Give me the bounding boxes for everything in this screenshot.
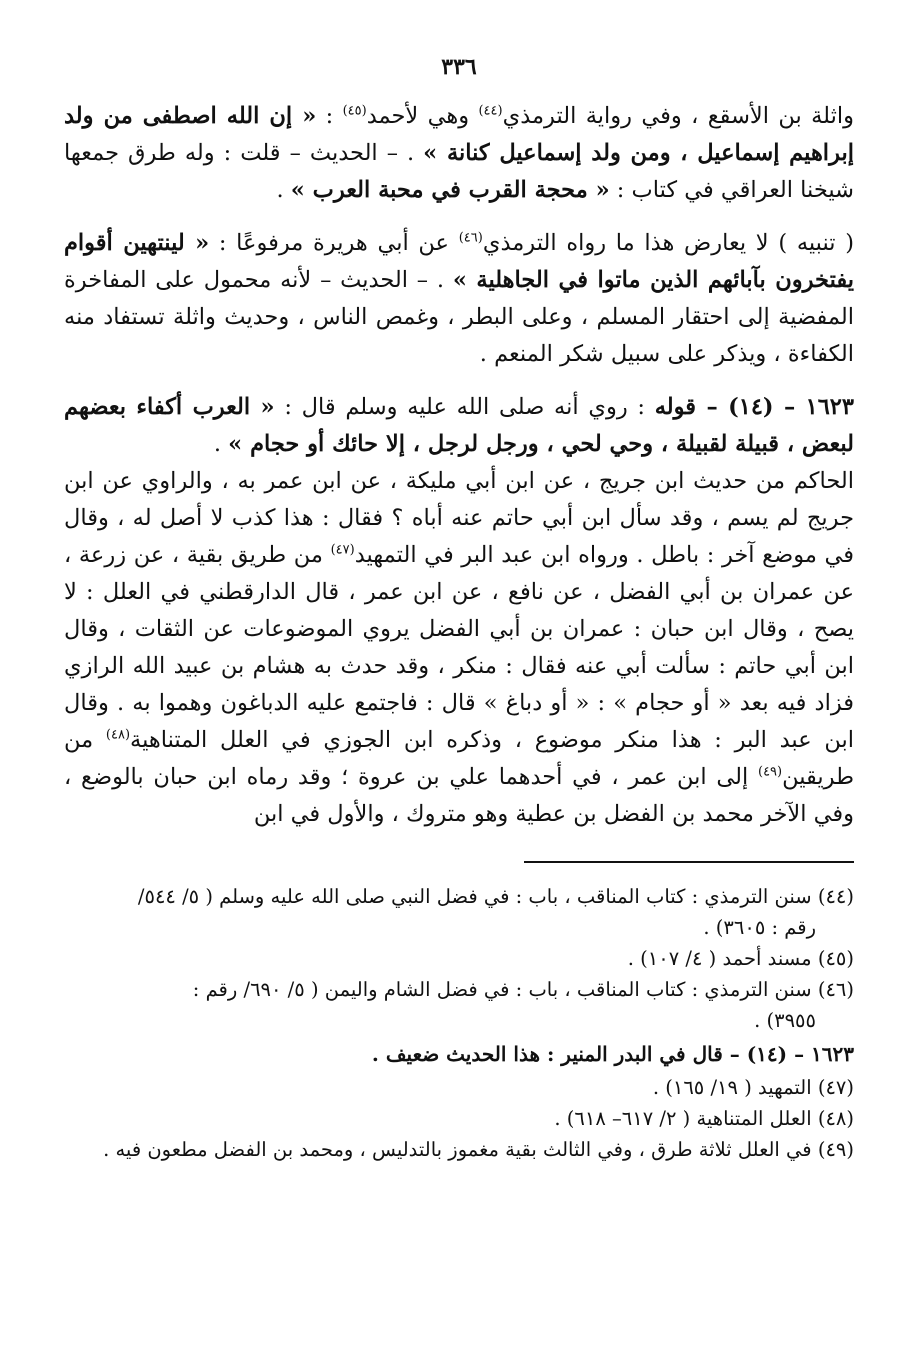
footnote-46 <box>64 974 854 1036</box>
footnote-ref-45: (٤٥) <box>342 103 367 119</box>
footnote-ref-46: (٤٦) <box>458 230 483 246</box>
text: عن أبي هريرة مرفوعًا : <box>209 230 459 256</box>
footnote-ref-44: (٤٤) <box>478 103 503 119</box>
footnote-44 <box>64 881 854 943</box>
footnotes <box>64 881 854 1165</box>
page-number: ٣٣٦ <box>441 54 477 80</box>
text: ( تنبيه ) لا يعارض هذا ما رواه الترمذي <box>482 230 855 256</box>
text: . <box>213 431 229 457</box>
text: وهي لأحمد <box>366 103 479 129</box>
paragraph-1 <box>64 98 854 209</box>
footnote-text: ٣٩٥٥) . <box>754 1009 816 1032</box>
hadith-quote: « لينتهين أقوام يفتخرون بآبائهم الذين ماتوا في الجاهلية » <box>64 230 854 293</box>
footnote-text: (٤٦) سنن الترمذي : كتاب المناقب ، باب : في فضل الشام واليمن ( ٥/ ٦٩٠/ رقم : <box>192 978 854 1001</box>
footnote-ref-47: (٤٧) <box>330 542 355 558</box>
paragraph-4 <box>64 463 854 833</box>
text: . <box>276 177 291 203</box>
text: : روي أنه صلى الله عليه وسلم قال : <box>274 394 655 420</box>
editor-note: ١٦٢٣ – (١٤) – قال في البدر المنير : هذا الحديث ضعيف . <box>371 1042 854 1066</box>
text: . – الحديث – قلت : وله طرق جمعها شيخنا العراقي في كتاب : <box>64 140 854 203</box>
text: واثلة بن الأسقع ، وفي رواية الترمذي <box>502 103 854 129</box>
footnote-ref-49: (٤٩) <box>757 764 783 780</box>
footnote-text: (٤٤) سنن الترمذي : كتاب المناقب ، باب : في فضل النبي صلى الله عليه وسلم ( ٥/ ٥٤٤/ <box>137 885 854 908</box>
hadith-quote: « العرب أكفاء بعضهم لبعض ، قبيلة لقبيلة ، وحي لحي ، ورجل لرجل ، إلا حائك أو حجام » <box>64 394 854 457</box>
footnote-text: رقم : ٣٦٠٥) . <box>703 916 816 939</box>
text: . – الحديث – لأنه محمول على المفاخرة المفضية إلى احتقار المسلم ، وعلى البطر ، وغمص الناس ، وحديث واثلة تستفاد منه الكفاءة ، ويذكر على سبيل شكر المنعم . <box>64 267 854 367</box>
footnote-49: (٤٩) في العلل ثلاثة طرق ، وفي الثالث بقية مغموز بالتدليس ، ومحمد بن الفضل مطعون فيه . <box>103 1138 854 1161</box>
text: الحاكم من حديث ابن جريج ، عن ابن أبي مليكة ، عن ابن عمر به ، والراوي عن ابن جريج لم يسم ، وقد سأل ابن أبي حاتم عنه أباه ؟ فقال : هذا كذب لا أصل له ، وقال في موضع آخر : باطل . ورواه ابن عبد البر في التمهيد <box>64 468 855 568</box>
footnote-45: (٤٥) مسند أحمد ( ٤/ ١٠٧) . <box>627 947 854 970</box>
text: من طريق بقية ، عن زرعة ، عن عمران بن أبي الفضل ، عن نافع ، عن ابن عمر ، قال الدارقطني في العلل : لا يصح ، وقال ابن حبان : عمران بن أبي الفضل يروي الموضوعات عن الثقات ، وقال ابن أبي حاتم : سألت أبي عنه فقال : منكر ، وقد حدث به هشام بن عبيد الله الرازي فزاد فيه بعد « أو حجام » : « أو دباغ » قال : فاجتمع عليه الدباغون وهموا به . وقال ابن عبد البر : هذا منكر موضوع ، وذكره ابن الجوزي في العلل المتناهية <box>64 542 854 753</box>
book-title: « محجة القرب في محبة العرب » <box>290 177 610 203</box>
entry-heading: ١٦٢٣ – (١٤) – قوله <box>654 394 854 420</box>
footnote-ref-48: (٤٨) <box>105 727 131 743</box>
text: إلى ابن عمر ، في أحدهما علي بن عروة ؛ وقد رماه ابن حبان بالوضع ، وفي الآخر محمد بن الفضل بن عطية وهو متروك ، والأول في ابن <box>64 764 854 827</box>
text: : <box>316 103 343 129</box>
paragraph-2 <box>64 225 854 373</box>
footnote-48: (٤٨) العلل المتناهية ( ٢/ ٦١٧– ٦١٨) . <box>554 1107 854 1130</box>
document-page <box>64 54 854 1165</box>
footnote-47: (٤٧) التمهيد ( ١٩/ ١٦٥) . <box>652 1076 854 1099</box>
text: من طريقين <box>64 727 854 790</box>
paragraph-3 <box>64 389 854 463</box>
hadith-quote: « إن الله اصطفى من ولد إبراهيم إسماعيل ، ومن ولد إسماعيل كنانة » <box>64 103 854 166</box>
footnote-divider <box>524 861 854 863</box>
